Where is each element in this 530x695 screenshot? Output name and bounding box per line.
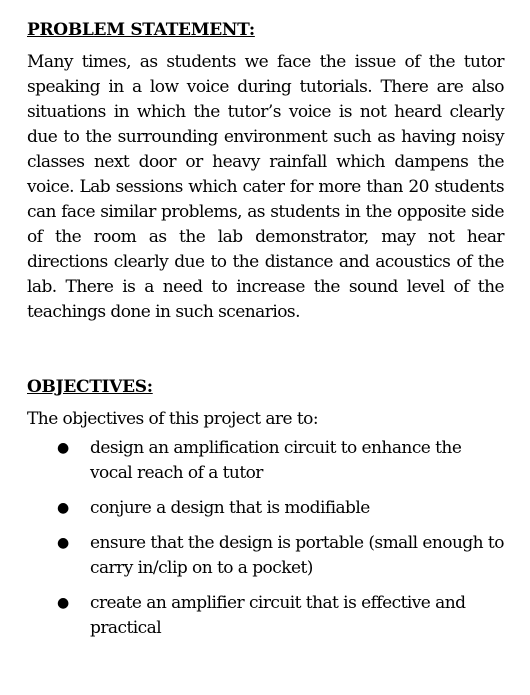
objective-text: ensure that the design is portable (small enough to carry in/clip on to a pocket)	[90, 533, 504, 578]
objectives-intro: The objectives of this project are to:	[27, 409, 319, 429]
objective-item	[27, 436, 504, 486]
objective-text: design an amplification circuit to enhance the vocal reach of a tutor	[90, 438, 462, 483]
bullet-icon: ●	[57, 500, 69, 516]
problem-statement-heading: PROBLEM STATEMENT:	[27, 20, 255, 40]
problem-statement-section	[27, 18, 504, 325]
objective-item	[27, 591, 504, 641]
problem-statement-body: Many times, as students we face the issue of the tutor speaking in a low voice during tutorials. There are also situations in which the tutor’s voice is not heard clearly due to the surrounding environment such as having noisy classes next door or heavy rainfall which dampens the voice. Lab sessions which cater for more than 20 students can face similar problems, as students in the opposite side of the room as the lab demonstrator, may not hear directions clearly due to the distance and acoustics of the lab. There is a need to increase the sound level of the teachings done in such scenarios.	[27, 52, 504, 322]
bullet-icon: ●	[57, 595, 69, 611]
objective-item	[27, 496, 504, 521]
objective-text: create an amplifier circuit that is effective and practical	[90, 593, 466, 638]
objective-item	[27, 531, 504, 581]
bullet-icon: ●	[57, 440, 69, 456]
section-spacer	[27, 325, 504, 375]
objectives-section	[27, 375, 504, 641]
bullet-icon: ●	[57, 535, 69, 551]
objective-text: conjure a design that is modifiable	[90, 498, 370, 518]
document-page	[27, 18, 504, 651]
objectives-list	[27, 436, 504, 641]
objectives-heading: OBJECTIVES:	[27, 377, 153, 397]
